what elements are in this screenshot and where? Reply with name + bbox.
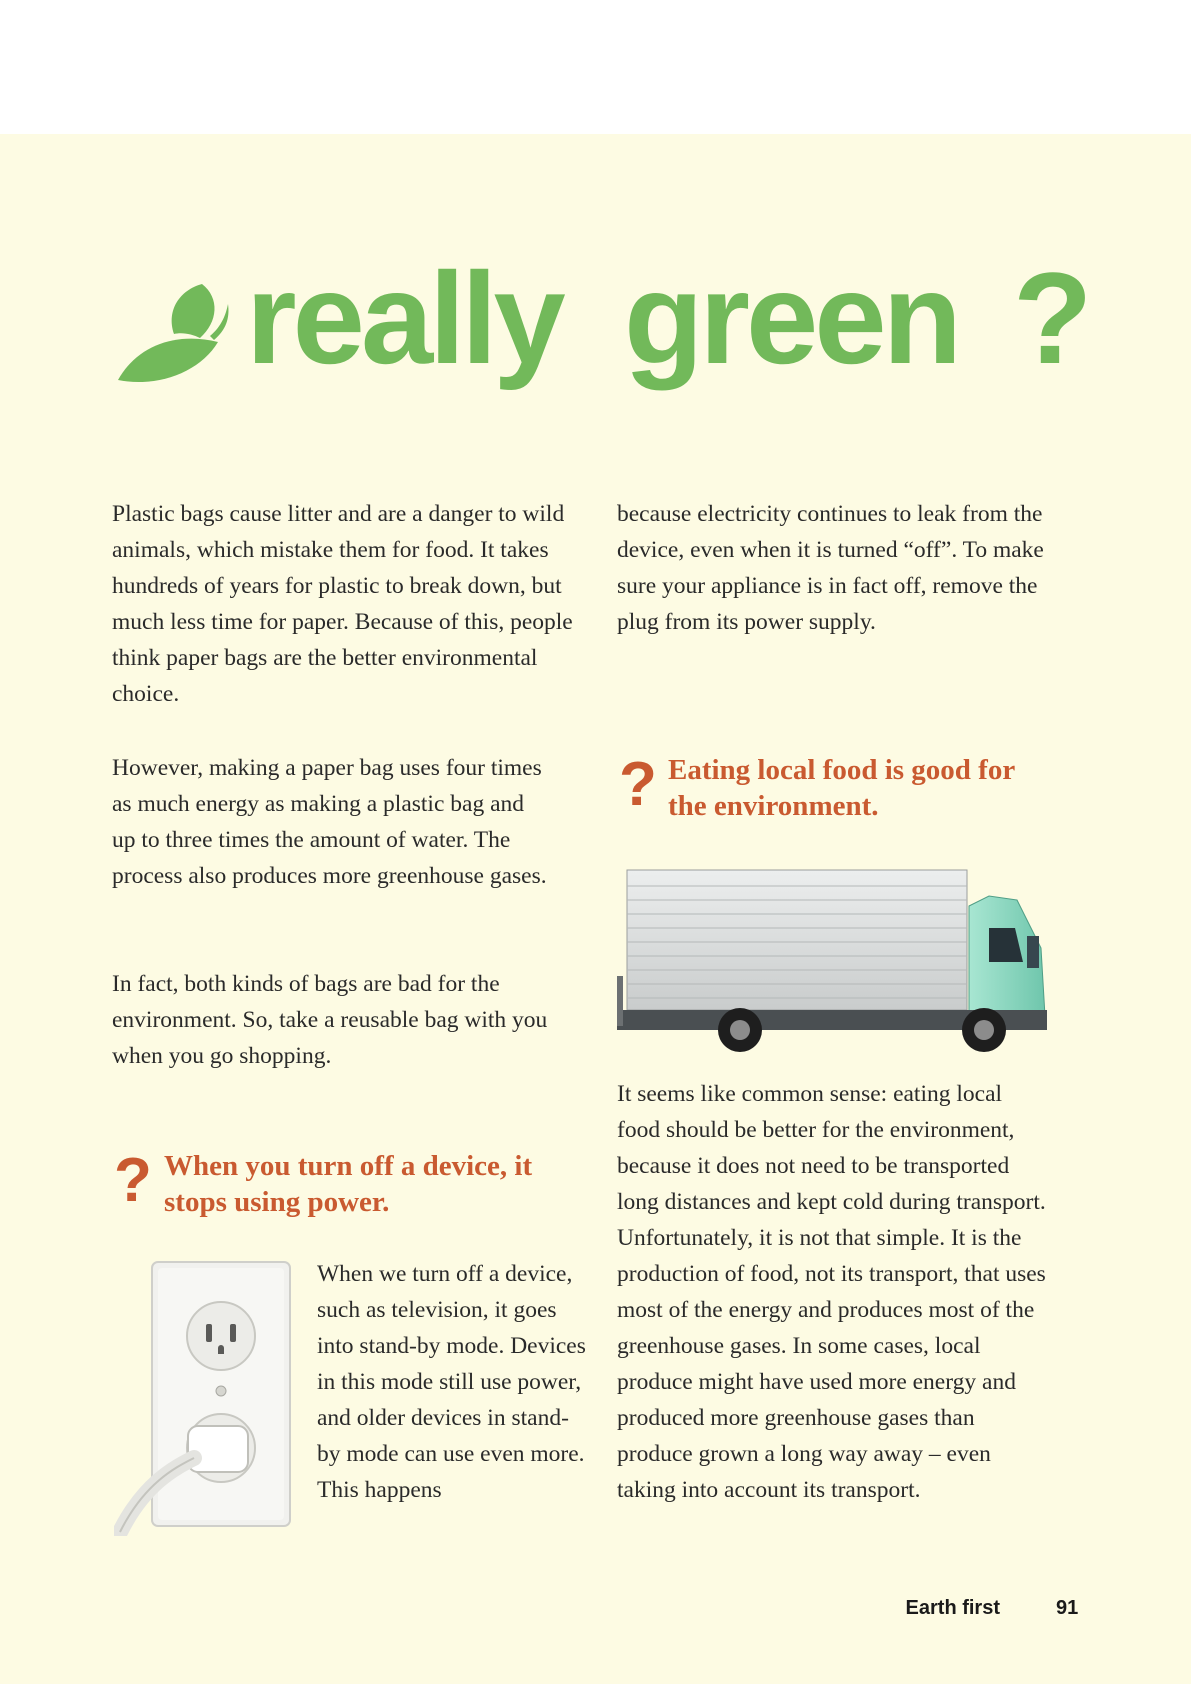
title-word-really: really	[246, 245, 562, 391]
question-mark-icon: ?	[619, 750, 657, 819]
power-outlet-icon	[114, 1258, 294, 1536]
title-word-green: green	[624, 245, 959, 391]
delivery-truck-icon	[617, 866, 1053, 1056]
paragraph-local-food: It seems like common sense: eating local food should be better for the environment, because it does not need to be transported long distances and kept cold during transport. Unfortunately, it is not that simple. It is the production of food, not its transport, that uses most of the energy and produces most of the greenhouse gases. In some cases, local produce might have used more energy and produced more greenhouse gases than produce grown a long way away – even taking into account its transport.	[617, 1081, 1046, 1503]
paragraph-standby-mode: When we turn off a device, such as television, it goes into stand-by mode. Devices in this mode still use power, and older devices in stand-by mode can use even more. This happens	[317, 1261, 586, 1503]
paragraph-plastic-bags: Plastic bags cause litter and are a danger to wild animals, which mistake them for food. It takes hundreds of years for plastic to break down, but much less time for paper. Because of this, people think paper bags are the better environmental choice.	[112, 501, 573, 707]
paragraph-reusable-bag: In fact, both kinds of bags are bad for the environment. So, take a reusable bag with you when you go shopping.	[112, 971, 548, 1069]
footer-page-number: 91	[1056, 1597, 1079, 1619]
footer-section-title: Earth first	[905, 1597, 1000, 1619]
question-mark-icon: ?	[114, 1146, 152, 1215]
myth-heading-device-power: When you turn off a device, it stops using power.	[164, 1150, 533, 1218]
paragraph-paper-bag-energy: However, making a paper bag uses four times as much energy as making a plastic bag and up to three times the amount of water. The process also produces more greenhouse gases.	[112, 755, 547, 889]
paragraph-electricity-leak: because electricity continues to leak from the device, even when it is turned “off”. To make sure your appliance is in fact off, remove the plug from its power supply.	[617, 501, 1044, 635]
leaf-icon	[118, 284, 230, 392]
page-title	[118, 245, 1089, 420]
myth-heading-local-food: Eating local food is good for the environment.	[668, 754, 1015, 822]
title-question-mark: ?	[1013, 245, 1089, 391]
